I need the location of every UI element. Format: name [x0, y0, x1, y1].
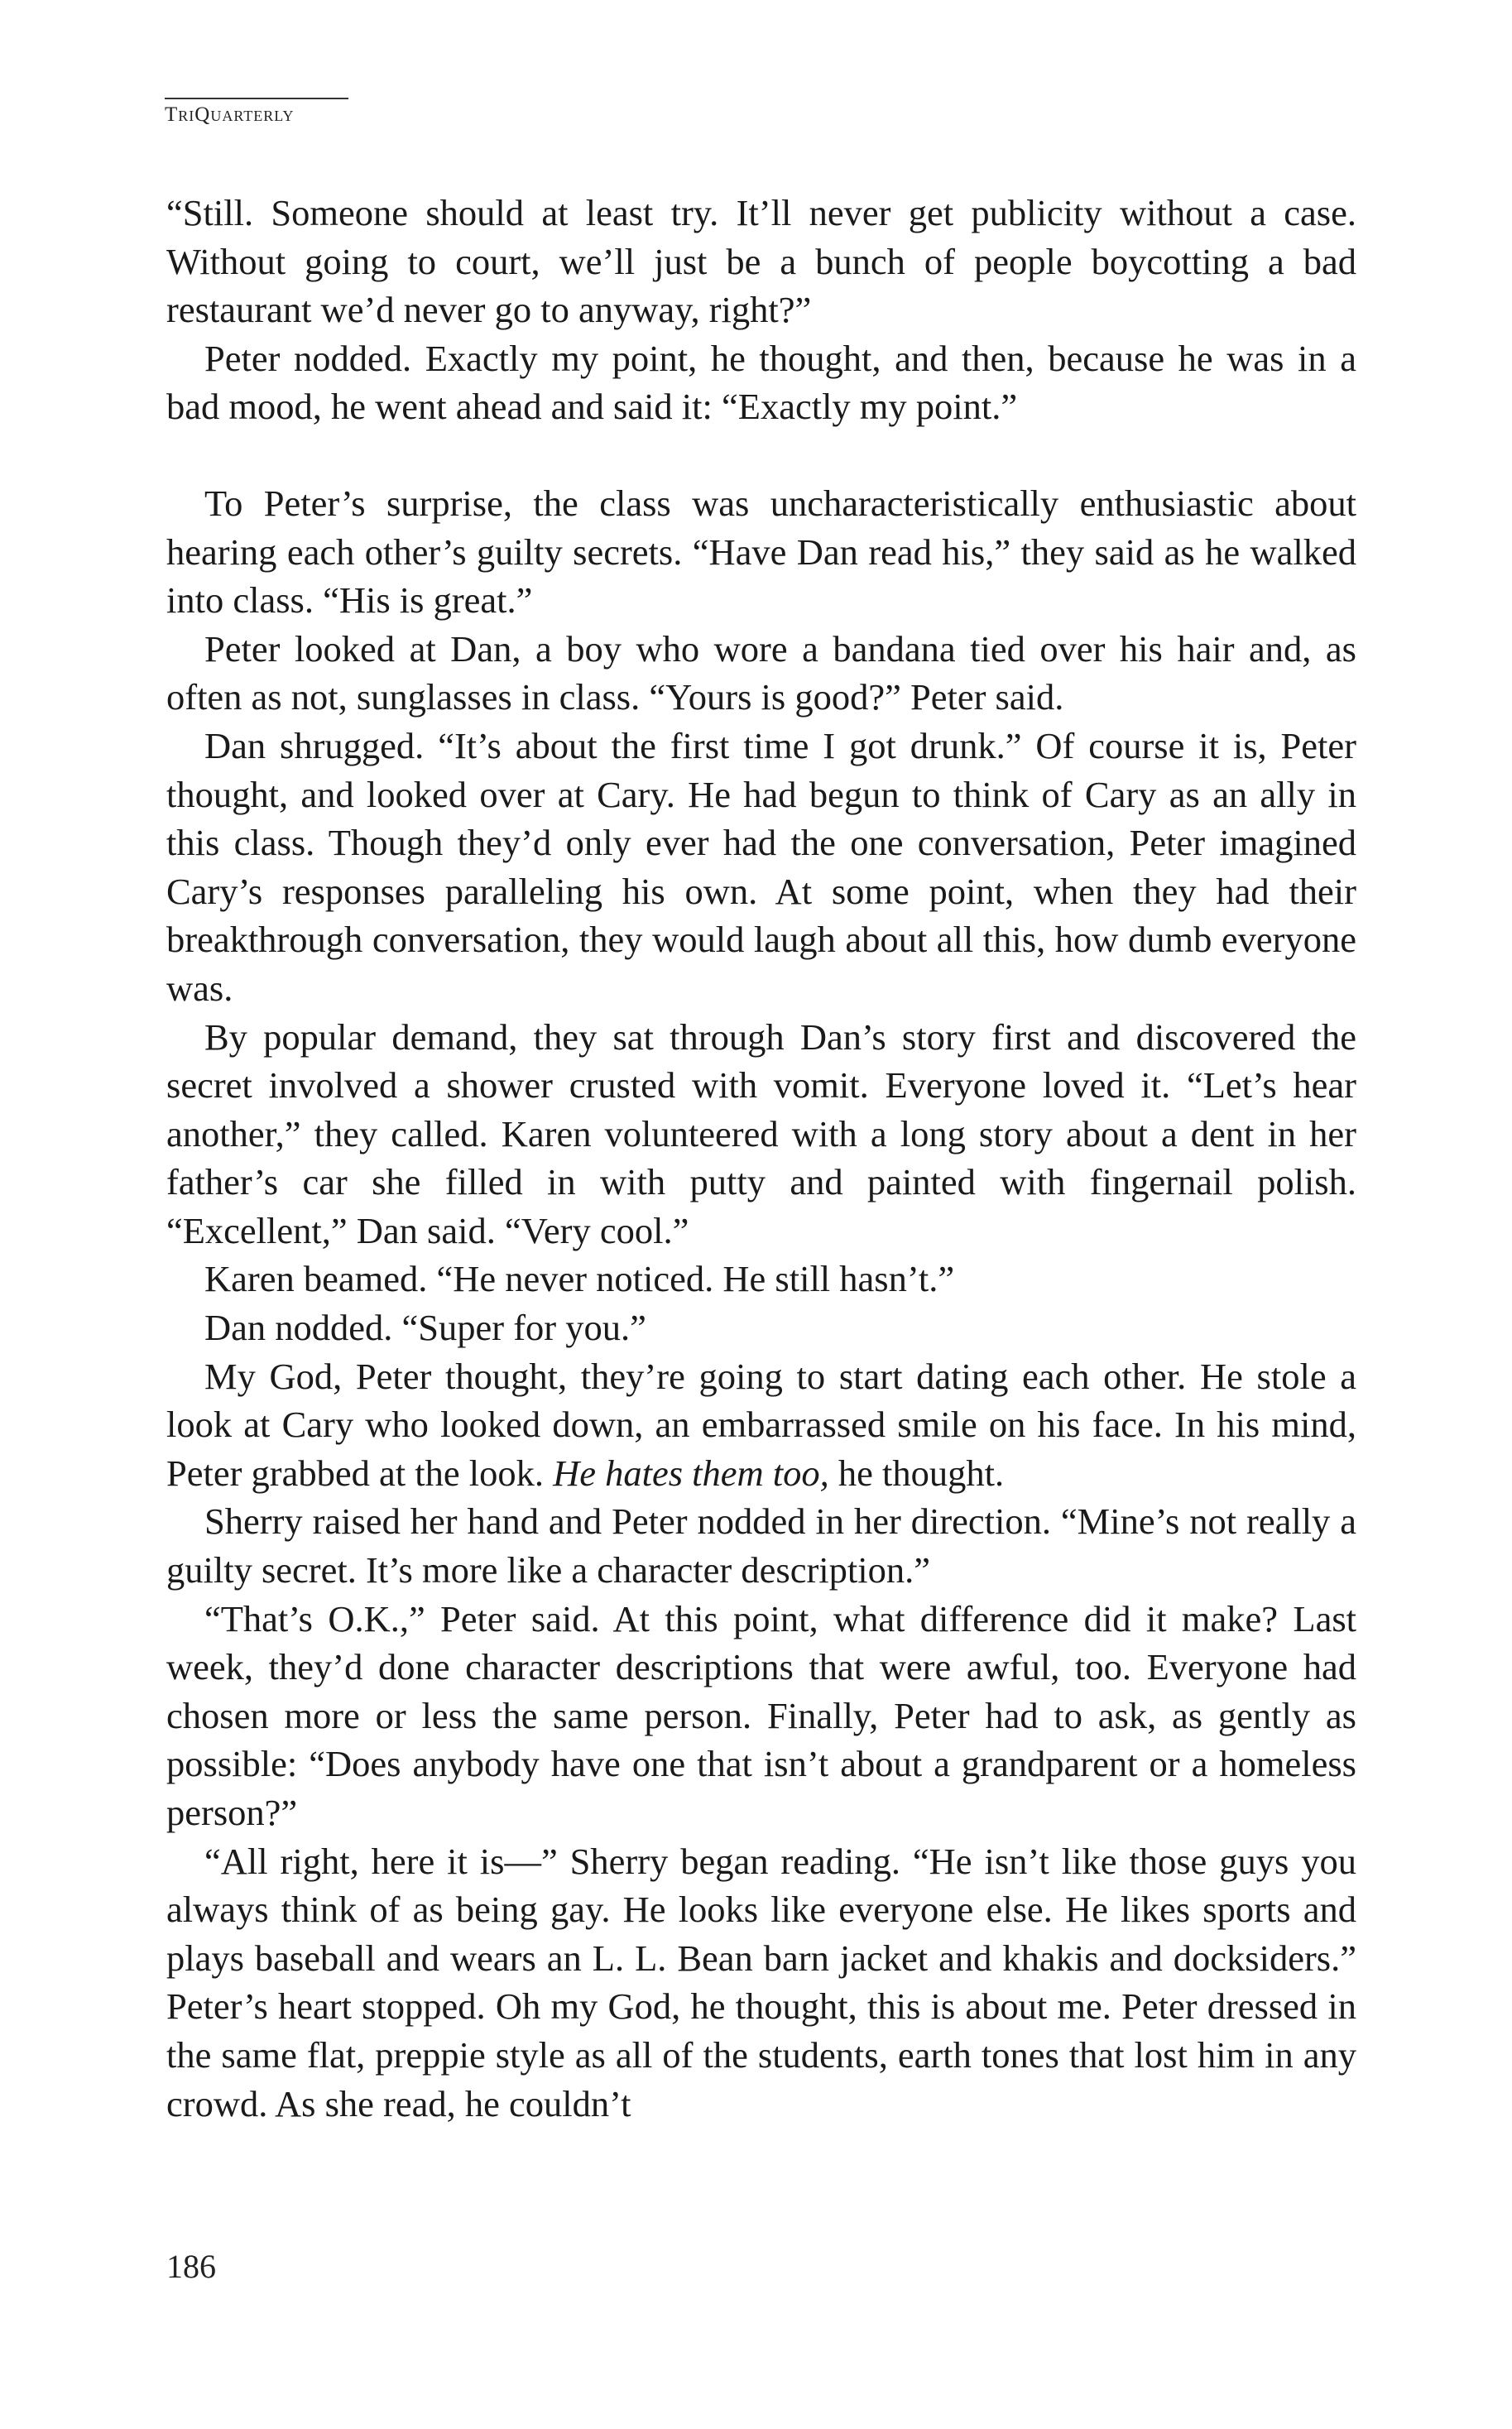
paragraph: “Still. Someone should at least try. It’ll never get publicity without a case. Without going to court, we’ll just be a bunch of people boycotting a bad restaurant we’d never go to anyway, right?” [166, 192, 1356, 331]
italic-phrase: He hates them too, [553, 1452, 829, 1494]
paragraph: Peter nodded. Exactly my point, he thought, and then, because he was in a bad mood, he went ahead and said it: “Exactly my point.” [166, 337, 1356, 428]
paragraph: Karen beamed. “He never noticed. He still hasn’t.” [204, 1258, 955, 1300]
paragraph-text: he thought. [828, 1452, 1005, 1494]
paragraph [166, 1352, 1356, 1498]
section-2 [166, 479, 1356, 2128]
paragraph: Peter looked at Dan, a boy who wore a bandana tied over his hair and, as often as not, sunglasses in class. “Yours is good?” Peter said. [166, 627, 1356, 718]
body-text [166, 189, 1356, 2128]
running-header: TriQuarterly [165, 98, 348, 127]
paragraph: To Peter’s surprise, the class was uncharacteristically enthusiastic about hearing each other’s guilty secrets. “Have Dan read his,” they said as he walked into class. “His is great.” [166, 482, 1356, 622]
paragraph: Dan nodded. “Super for you.” [204, 1307, 646, 1349]
paragraph: By popular demand, they sat through Dan’s story first and discovered the secret involved a shower crusted with vomit. Everyone loved it. “Let’s hear another,” they called. Karen volunteered with a long story about a dent in her father’s car she filled in with putty and painted with fingernail polish. “Excellent,” Dan said. “Very cool.” [166, 1015, 1356, 1251]
section-1 [166, 189, 1356, 431]
paragraph: Dan shrugged. “It’s about the first time I got drunk.” Of course it is, Peter thought, and looked over at Cary. He had begun to think of Cary as an ally in this class. Though they’d only ever had the one conversation, Peter imagined Cary’s responses paralleling his own. At some point, when they had their breakthrough conversation, they would laugh about all this, how dumb everyone was. [166, 724, 1356, 1009]
paragraph-text: My God, Peter thought, they’re going to start dating each other. He stole a look at Cary who looked down, an embarrassed smile on his face. In his mind, Peter grabbed at the look. [166, 1355, 1356, 1494]
page-number: 186 [166, 2248, 216, 2285]
paragraph: “All right, here it is—” Sherry began reading. “He isn’t like those guys you always think of as being gay. He looks like everyone else. He likes sports and plays baseball and wears an L. L. Bean barn jacket and khakis and docksiders.” Peter’s heart stopped. Oh my God, he thought, this is about me. Peter dressed in the same flat, preppie style as all of the students, earth tones that lost him in any crowd. As she read, he couldn’t [166, 1840, 1356, 2124]
paragraph: “That’s O.K.,” Peter said. At this point, what difference did it make? Last week, they’d done character descriptions that were awful, too. Everyone had chosen more or less the same person. Finally, Peter had to ask, as gently as possible: “Does anybody have one that isn’t about a grandparent or a homeless person?” [166, 1597, 1356, 1833]
paragraph: Sherry raised her hand and Peter nodded in her direction. “Mine’s not really a guilty secret. It’s more like a character description.” [166, 1500, 1356, 1591]
